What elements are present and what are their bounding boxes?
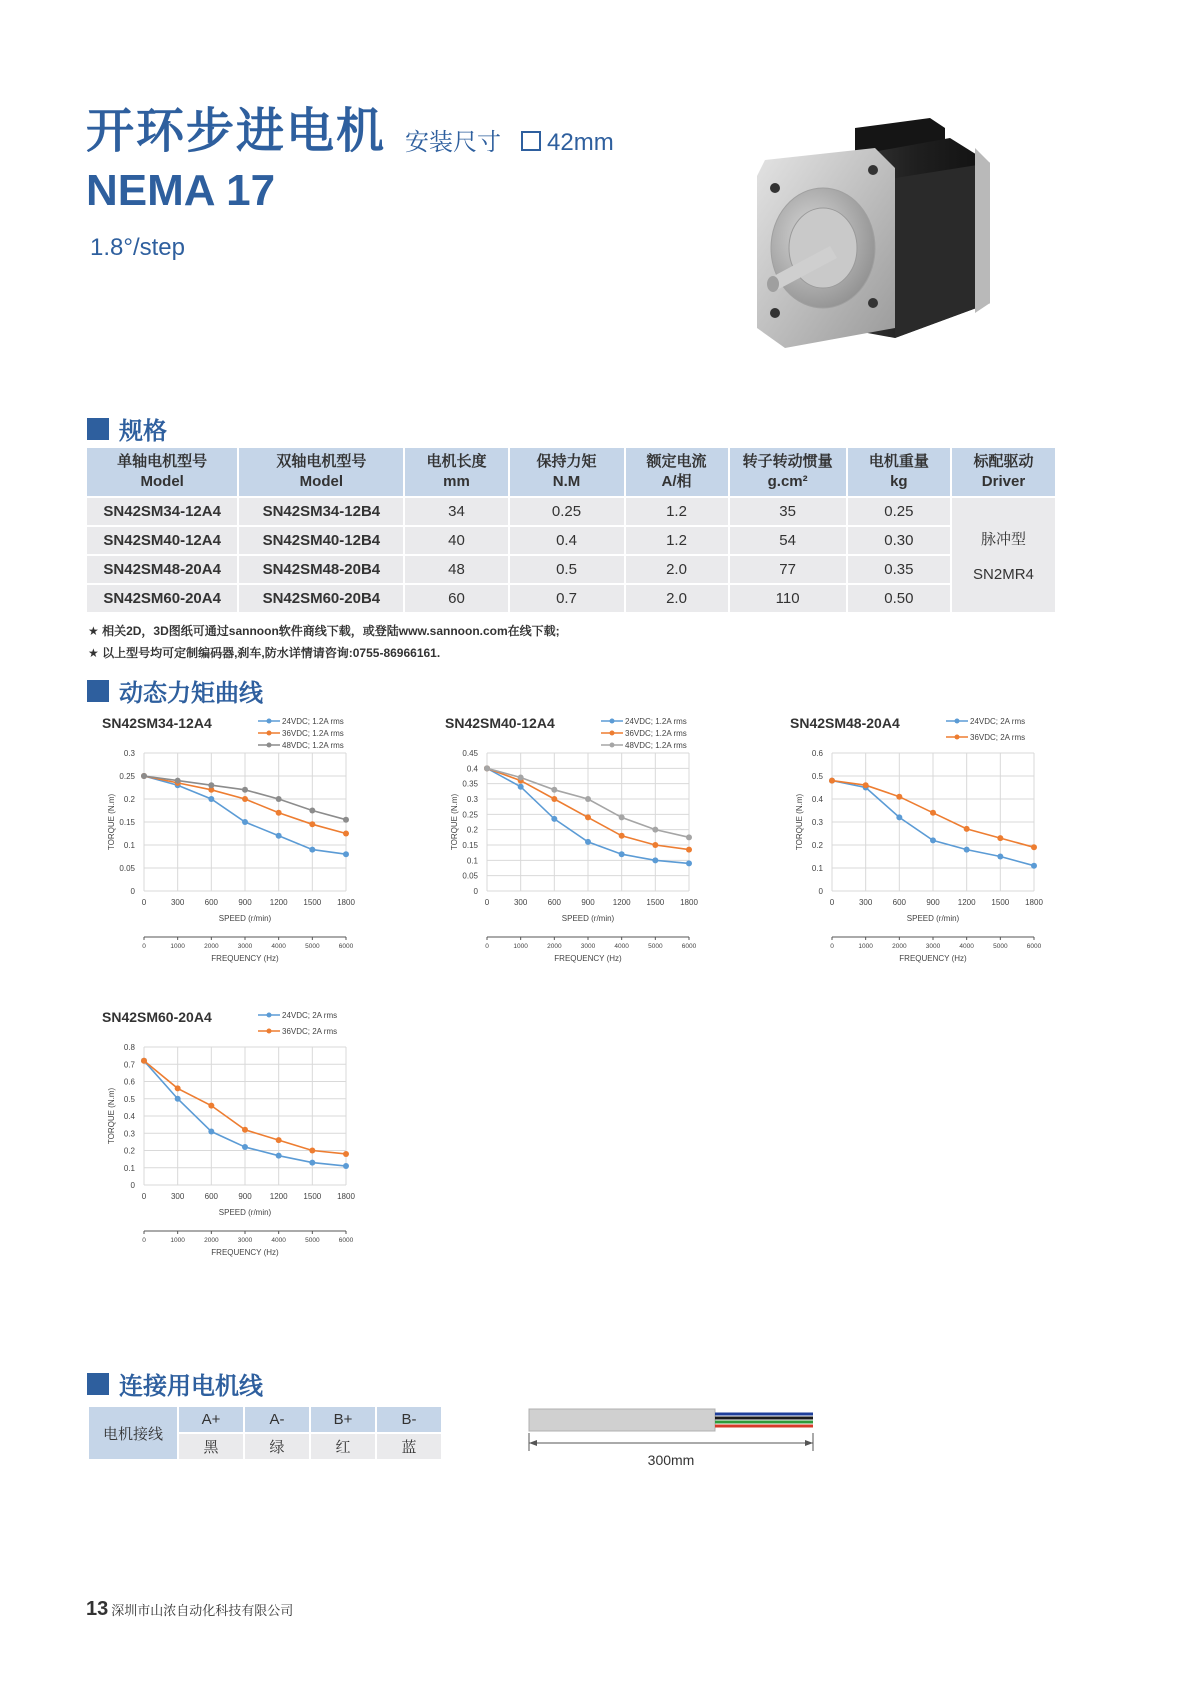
legend-marker <box>267 1013 272 1018</box>
header-driver: 标配驱动 Driver <box>951 448 1056 497</box>
frequency-tick-label: 3000 <box>237 943 253 950</box>
frequency-tick-label: 0 <box>142 1237 146 1244</box>
y-tick-label: 0.6 <box>811 749 823 758</box>
y-tick-label: 0.15 <box>119 818 135 827</box>
x-tick-label: 1500 <box>303 898 322 907</box>
cell-dual-model: SN42SM40-12B4 <box>238 526 404 555</box>
data-point <box>343 817 349 823</box>
frequency-tick-label: 6000 <box>681 943 697 950</box>
torque-chart-sn42sm48 <box>788 708 1068 986</box>
y-axis-label: TORQUE (N.m) <box>107 793 116 851</box>
data-point <box>309 808 315 814</box>
data-point <box>652 827 658 833</box>
mount-size <box>405 122 614 157</box>
header-length: 电机长度 mm <box>404 448 508 497</box>
legend-marker <box>267 731 272 736</box>
color-a-minus: 绿 <box>244 1433 310 1460</box>
frequency-axis-label: FREQUENCY (Hz) <box>211 954 279 963</box>
data-point <box>175 1096 181 1102</box>
y-tick-label: 0.1 <box>123 1163 135 1173</box>
cell-length: 34 <box>404 497 508 526</box>
frequency-tick-label: 5000 <box>648 943 663 950</box>
data-point <box>585 796 591 802</box>
legend-marker <box>610 731 615 736</box>
data-point <box>652 842 658 848</box>
y-axis-label: TORQUE (N.m) <box>107 1087 116 1145</box>
y-tick-label: 0.2 <box>123 795 135 804</box>
data-point <box>276 833 282 839</box>
data-point <box>551 816 557 822</box>
cell-length: 40 <box>404 526 508 555</box>
legend-label: 36VDC; 1.2A rms <box>282 729 344 738</box>
cell-current: 1.2 <box>625 526 729 555</box>
header-rated-current: 额定电流 A/相 <box>625 448 729 497</box>
data-point <box>208 782 214 788</box>
legend-label: 36VDC; 2A rms <box>282 1027 338 1036</box>
data-point <box>242 796 248 802</box>
data-point <box>309 1160 315 1166</box>
color-b-plus: 红 <box>310 1433 376 1460</box>
y-tick-label: 0.4 <box>123 1112 135 1121</box>
data-point <box>208 796 214 802</box>
x-tick-label: 1800 <box>337 1192 355 1201</box>
header-single-model: 单轴电机型号 Model <box>87 448 238 497</box>
y-tick-label: 0.2 <box>466 825 478 835</box>
data-point <box>930 837 936 843</box>
cell-driver: 脉冲型 SN2MR4 <box>951 497 1056 612</box>
data-point <box>276 1153 282 1159</box>
section-marker <box>87 1373 109 1395</box>
x-tick-label: 300 <box>513 898 528 907</box>
frequency-axis-label: FREQUENCY (Hz) <box>899 954 967 963</box>
y-tick-label: 0.3 <box>811 818 823 827</box>
wire-row-label: 电机接线 <box>88 1406 178 1460</box>
wire-section-title: 连接用电机线 <box>87 1366 263 1401</box>
cable-sheath <box>529 1409 715 1431</box>
cell-dual-model: SN42SM60-20B4 <box>238 584 404 612</box>
chart-title: SN42SM60-20A4 <box>102 1009 212 1025</box>
frequency-tick-label: 2000 <box>892 943 907 950</box>
cell-dual-model: SN42SM48-20B4 <box>238 555 404 584</box>
y-tick-label: 0.2 <box>123 1146 135 1156</box>
data-point <box>175 1085 181 1091</box>
legend-label: 48VDC; 1.2A rms <box>282 741 344 750</box>
legend-label: 24VDC; 2A rms <box>282 1011 338 1020</box>
cell-single-model: SN42SM40-12A4 <box>87 526 238 555</box>
legend-marker <box>267 1029 272 1034</box>
stepper-motor-image <box>745 108 995 358</box>
data-point <box>896 794 902 800</box>
page-number: 13 <box>86 1598 109 1620</box>
cell-current: 2.0 <box>625 555 729 584</box>
x-axis-label: SPEED (r/min) <box>218 914 272 923</box>
data-point <box>276 810 282 816</box>
frequency-tick-label: 2000 <box>204 943 219 950</box>
cell-inertia: 54 <box>729 526 847 555</box>
note-download: ★ 相关2D，3D图纸可通过sannoon软件商线下载，或登陆www.sannoon.com在线下载; <box>88 624 560 638</box>
cell-inertia: 110 <box>729 584 847 612</box>
frequency-tick-label: 0 <box>485 943 489 950</box>
data-point <box>619 814 625 820</box>
footer <box>86 1598 293 1621</box>
chart-title: SN42SM34-12A4 <box>102 715 212 731</box>
wire-pin-row <box>88 1406 442 1433</box>
frequency-tick-label: 5000 <box>305 943 320 950</box>
data-point <box>141 773 147 779</box>
data-point <box>1031 844 1037 850</box>
page-title: 开环步进电机 <box>86 105 387 158</box>
step-angle: 1.8°/step <box>90 234 185 261</box>
data-point <box>964 826 970 832</box>
data-point <box>652 857 658 863</box>
y-tick-label: 0.5 <box>811 772 823 781</box>
data-point <box>518 775 524 781</box>
spec-table <box>87 448 1057 612</box>
frequency-tick-label: 6000 <box>338 1237 354 1244</box>
data-point <box>619 851 625 857</box>
data-point <box>518 784 524 790</box>
data-point <box>343 1163 349 1169</box>
x-tick-label: 300 <box>170 1192 185 1201</box>
frequency-tick-label: 3000 <box>925 943 941 950</box>
y-tick-label: 0.8 <box>123 1043 135 1052</box>
x-tick-label: 600 <box>204 1192 219 1201</box>
company-name: 深圳市山浓自动化科技有限公司 <box>111 1603 294 1618</box>
cell-inertia: 77 <box>729 555 847 584</box>
cell-single-model: SN42SM48-20A4 <box>87 555 238 584</box>
frequency-tick-label: 1000 <box>858 943 873 950</box>
square-icon <box>521 131 541 151</box>
x-tick-label: 300 <box>858 898 873 907</box>
x-tick-label: 600 <box>892 898 907 907</box>
data-point <box>930 810 936 816</box>
data-point <box>276 1137 282 1143</box>
legend-label: 24VDC; 1.2A rms <box>282 717 344 726</box>
frequency-tick-label: 3000 <box>237 1237 253 1244</box>
x-axis-label: SPEED (r/min) <box>561 914 615 923</box>
data-point <box>686 834 692 840</box>
torque-chart-sn42sm34 <box>100 708 380 986</box>
legend-marker <box>955 735 960 740</box>
x-tick-label: 0 <box>141 1192 147 1201</box>
chart-title: SN42SM48-20A4 <box>790 715 900 731</box>
torque-chart-sn42sm40 <box>443 708 723 986</box>
frequency-tick-label: 1000 <box>170 943 185 950</box>
section-marker <box>87 418 109 440</box>
data-point <box>343 1151 349 1157</box>
frequency-tick-label: 3000 <box>580 943 596 950</box>
cell-dual-model: SN42SM34-12B4 <box>238 497 404 526</box>
cell-torque: 0.5 <box>509 555 625 584</box>
legend-marker <box>267 719 272 724</box>
y-tick-label: 0.45 <box>462 749 478 758</box>
x-tick-label: 1200 <box>269 898 288 907</box>
data-point <box>276 796 282 802</box>
data-point <box>829 778 835 784</box>
data-point <box>686 847 692 853</box>
y-tick-label: 0.1 <box>466 856 478 866</box>
data-point <box>242 1127 248 1133</box>
color-a-plus: 黑 <box>178 1433 244 1460</box>
frequency-tick-label: 1000 <box>170 1237 185 1244</box>
legend-label: 24VDC; 1.2A rms <box>625 717 687 726</box>
legend-label: 36VDC; 2A rms <box>970 733 1026 742</box>
frequency-tick-label: 6000 <box>1026 943 1042 950</box>
data-point <box>619 833 625 839</box>
frequency-tick-label: 5000 <box>993 943 1008 950</box>
header-weight: 电机重量 kg <box>847 448 951 497</box>
table-row <box>87 526 1056 555</box>
data-point <box>484 765 490 771</box>
data-point <box>997 835 1003 841</box>
data-point <box>242 819 248 825</box>
x-tick-label: 1800 <box>337 898 355 907</box>
spec-section-title: 规格 <box>87 411 167 446</box>
x-tick-label: 900 <box>238 1192 252 1201</box>
x-tick-label: 1800 <box>680 898 698 907</box>
y-tick-label: 0.3 <box>123 749 135 758</box>
cable-length: 300mm <box>647 1452 695 1468</box>
y-tick-label: 0.2 <box>811 841 823 850</box>
legend-marker <box>610 719 615 724</box>
legend-marker <box>610 743 615 748</box>
data-point <box>863 782 869 788</box>
y-axis-label: TORQUE (N.m) <box>450 793 459 851</box>
frequency-axis-label: FREQUENCY (Hz) <box>554 954 622 963</box>
x-tick-label: 0 <box>484 898 490 907</box>
data-point <box>343 831 349 837</box>
frequency-tick-label: 6000 <box>338 943 354 950</box>
y-tick-label: 0.4 <box>811 795 823 804</box>
y-tick-label: 0 <box>130 887 135 896</box>
cell-weight: 0.50 <box>847 584 951 612</box>
y-tick-label: 0.35 <box>462 779 478 789</box>
legend-label: 48VDC; 1.2A rms <box>625 741 687 750</box>
legend-marker <box>955 719 960 724</box>
x-tick-label: 600 <box>547 898 562 907</box>
y-tick-label: 0 <box>130 1181 135 1190</box>
cell-single-model: SN42SM60-20A4 <box>87 584 238 612</box>
frequency-tick-label: 0 <box>830 943 834 950</box>
cell-torque: 0.7 <box>509 584 625 612</box>
torque-chart-sn42sm60 <box>100 1002 380 1280</box>
x-axis-label: SPEED (r/min) <box>218 1208 272 1217</box>
table-row <box>87 497 1056 526</box>
cell-torque: 0.25 <box>509 497 625 526</box>
cell-current: 1.2 <box>625 497 729 526</box>
data-point <box>309 847 315 853</box>
header-holding-torque: 保持力矩 N.M <box>509 448 625 497</box>
y-tick-label: 0.25 <box>119 772 135 781</box>
frequency-tick-label: 2000 <box>547 943 562 950</box>
y-tick-label: 0.1 <box>123 841 135 850</box>
data-point <box>551 796 557 802</box>
x-tick-label: 900 <box>926 898 940 907</box>
data-point <box>585 814 591 820</box>
curve-section-title: 动态力矩曲线 <box>87 673 263 708</box>
x-tick-label: 0 <box>829 898 835 907</box>
x-tick-label: 1500 <box>646 898 665 907</box>
legend-marker <box>267 743 272 748</box>
data-point <box>242 1144 248 1150</box>
header-rotor-inertia: 转子转动惯量 g.cm² <box>729 448 847 497</box>
frequency-tick-label: 4000 <box>959 943 974 950</box>
cell-length: 48 <box>404 555 508 584</box>
x-tick-label: 1500 <box>303 1192 322 1201</box>
pin-b-plus: B+ <box>310 1406 376 1433</box>
data-point <box>309 821 315 827</box>
y-tick-label: 0.5 <box>123 1094 135 1104</box>
data-point <box>309 1148 315 1154</box>
frequency-tick-label: 4000 <box>614 943 629 950</box>
data-point <box>997 854 1003 860</box>
y-tick-label: 0.3 <box>123 1129 135 1139</box>
table-row <box>87 555 1056 584</box>
legend-label: 24VDC; 2A rms <box>970 717 1026 726</box>
pin-a-minus: A- <box>244 1406 310 1433</box>
frequency-axis-label: FREQUENCY (Hz) <box>211 1248 279 1257</box>
arrow-right-icon <box>805 1440 813 1446</box>
y-tick-label: 0.1 <box>811 864 823 873</box>
y-tick-label: 0.3 <box>466 795 478 804</box>
data-point <box>896 814 902 820</box>
x-tick-label: 300 <box>170 898 185 907</box>
chart-title: SN42SM40-12A4 <box>445 715 555 731</box>
spec-header-row <box>87 448 1056 497</box>
y-tick-label: 0.6 <box>123 1077 135 1087</box>
y-tick-label: 0 <box>818 887 823 896</box>
data-point <box>208 1103 214 1109</box>
cell-inertia: 35 <box>729 497 847 526</box>
mount-label: 安装尺寸 <box>405 129 501 156</box>
frequency-tick-label: 2000 <box>204 1237 219 1244</box>
y-tick-label: 0 <box>473 887 478 896</box>
data-point <box>343 851 349 857</box>
x-tick-label: 1800 <box>1025 898 1043 907</box>
x-tick-label: 1500 <box>991 898 1010 907</box>
y-tick-label: 0.05 <box>119 864 135 873</box>
y-axis-label: TORQUE (N.m) <box>795 793 804 851</box>
x-tick-label: 600 <box>204 898 219 907</box>
data-point <box>585 839 591 845</box>
cell-torque: 0.4 <box>509 526 625 555</box>
legend-label: 36VDC; 1.2A rms <box>625 729 687 738</box>
data-point <box>686 860 692 866</box>
x-axis-label: SPEED (r/min) <box>906 914 960 923</box>
data-point <box>551 787 557 793</box>
cell-length: 60 <box>404 584 508 612</box>
motor-cable-drawing <box>525 1405 825 1475</box>
y-tick-label: 0.05 <box>462 871 478 881</box>
data-point <box>175 778 181 784</box>
header-dual-model: 双轴电机型号 Model <box>238 448 404 497</box>
x-tick-label: 0 <box>141 898 147 907</box>
frequency-tick-label: 0 <box>142 943 146 950</box>
x-tick-label: 900 <box>581 898 595 907</box>
cell-current: 2.0 <box>625 584 729 612</box>
frequency-tick-label: 1000 <box>513 943 528 950</box>
y-tick-label: 0.4 <box>466 764 478 774</box>
nema-label: NEMA 17 <box>86 166 276 215</box>
pin-a-plus: A+ <box>178 1406 244 1433</box>
cell-weight: 0.25 <box>847 497 951 526</box>
cable-wires <box>715 1414 813 1426</box>
cell-weight: 0.35 <box>847 555 951 584</box>
wire-table <box>87 1405 443 1461</box>
note-customization: ★ 以上型号均可定制编码器,刹车,防水详情请咨询:0755-86966161. <box>88 646 441 660</box>
arrow-left-icon <box>529 1440 537 1446</box>
table-row <box>87 584 1056 612</box>
data-point <box>1031 863 1037 869</box>
y-tick-label: 0.25 <box>462 810 478 820</box>
x-tick-label: 1200 <box>957 898 976 907</box>
frequency-tick-label: 4000 <box>271 1237 286 1244</box>
pin-b-minus: B- <box>376 1406 442 1433</box>
frequency-tick-label: 5000 <box>305 1237 320 1244</box>
frequency-tick-label: 4000 <box>271 943 286 950</box>
cell-weight: 0.30 <box>847 526 951 555</box>
cell-single-model: SN42SM34-12A4 <box>87 497 238 526</box>
mount-size-value: 42mm <box>547 129 614 156</box>
data-point <box>964 847 970 853</box>
y-tick-label: 0.15 <box>462 841 478 850</box>
y-tick-label: 0.7 <box>123 1060 135 1070</box>
data-point <box>141 1058 147 1064</box>
color-b-minus: 蓝 <box>376 1433 442 1460</box>
section-marker <box>87 680 109 702</box>
x-tick-label: 900 <box>238 898 252 907</box>
x-tick-label: 1200 <box>612 898 631 907</box>
data-point <box>208 1129 214 1135</box>
data-point <box>242 787 248 793</box>
x-tick-label: 1200 <box>269 1192 288 1201</box>
